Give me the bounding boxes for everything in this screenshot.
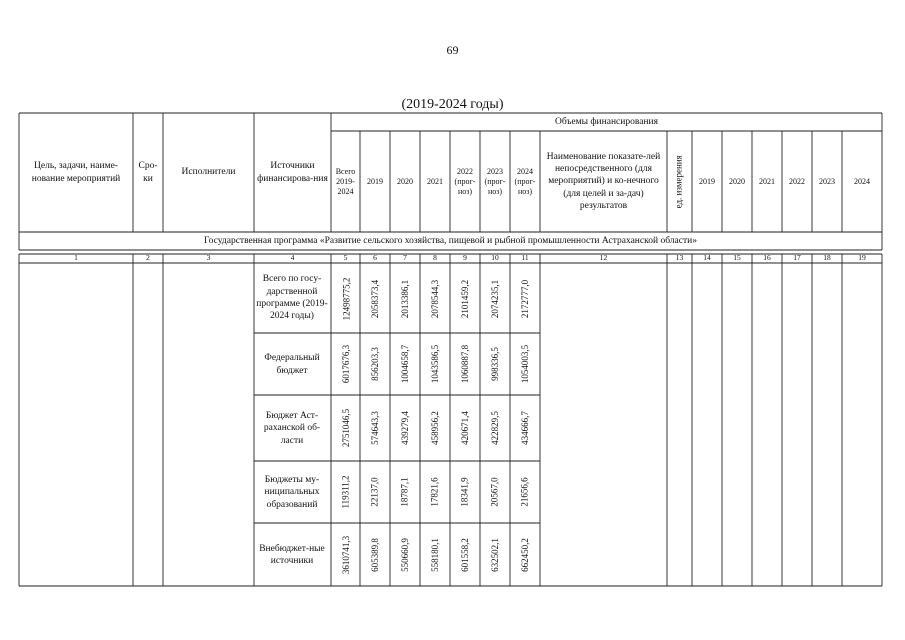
header-fin-year: 2020: [397, 176, 413, 186]
source-municipal: Бюджеты му-ниципальных образований: [264, 474, 320, 510]
value-cell: 20567,0: [490, 477, 500, 507]
value-cell: 558180,1: [430, 537, 440, 572]
column-number: 6: [373, 253, 377, 262]
page-number: 69: [446, 43, 459, 57]
value-cell: 1004658,7: [400, 344, 410, 384]
source-extra-budgetary: Внебюджет-ные источники: [259, 543, 325, 566]
value-cell: 422829,5: [490, 411, 500, 445]
header-fin-year: 2022 (прог-ноз): [454, 166, 476, 196]
value-cell: 439279,4: [400, 411, 410, 445]
header-financing-group: Объемы финансирования: [555, 116, 658, 127]
header-ind-year: 2023: [819, 176, 835, 186]
header-executors: Исполнители: [181, 167, 236, 178]
column-number: 14: [703, 253, 711, 262]
value-cell: 2751046,5: [341, 408, 351, 448]
column-number: 8: [433, 253, 437, 262]
column-number: 7: [403, 253, 407, 262]
header-fin-year: 2024 (прог-ноз): [514, 166, 536, 196]
column-number: 9: [463, 253, 467, 262]
value-cell: 1054003,5: [520, 344, 530, 384]
value-cell: 17821,6: [430, 477, 440, 507]
value-cell: 2058373,4: [370, 279, 380, 318]
header-terms: Сро-ки: [138, 161, 158, 184]
source-federal: Федеральный бюджет: [264, 353, 320, 376]
header-fin-total: Всего 2019-2024: [335, 166, 356, 196]
source-total: Всего по госу-дарственной программе (2019-2024 годы): [256, 274, 328, 322]
value-cell: 458956,2: [430, 411, 440, 445]
column-number: 2: [146, 253, 150, 262]
column-number: 19: [858, 253, 866, 262]
header-ind-year: 2021: [759, 176, 775, 186]
value-cell: 2101459,2: [460, 279, 470, 318]
column-number: 16: [763, 253, 771, 262]
column-number: 5: [343, 253, 348, 262]
value-cell: 3610741,3: [341, 535, 351, 574]
value-cell: 21656,6: [520, 477, 530, 507]
value-cell: 574643,3: [370, 411, 380, 445]
column-number: 18: [823, 253, 831, 262]
column-number: 1: [74, 253, 78, 262]
header-ind-year: 2019: [699, 176, 715, 186]
value-cell: 550660,9: [400, 537, 410, 572]
value-cell: 2074235,1: [490, 279, 500, 318]
value-cell: 2013386,1: [400, 279, 410, 318]
value-cell: 22137,0: [370, 477, 380, 507]
value-cell: 18787,1: [400, 477, 410, 507]
program-title: Государственная программа «Развитие сельского хозяйства, пищевой и рыбной промышленности Астраханской области»: [204, 235, 697, 246]
column-number: 3: [206, 253, 211, 262]
header-indicator: Наименование показате-лей непосредственного (для мероприятий) и ко-нечного (для целей и за-дач) результатов: [546, 151, 661, 212]
column-number: 4: [290, 253, 295, 262]
value-cell: 18341,9: [460, 477, 470, 507]
value-cell: 12498775,2: [341, 277, 351, 320]
value-cell: 2172777,0: [520, 279, 530, 318]
column-number: 17: [793, 253, 801, 262]
header-ind-year: 2020: [729, 176, 745, 186]
column-number: 15: [733, 253, 741, 262]
header-ind-year: 2024: [854, 176, 870, 186]
value-cell: 662450,2: [520, 537, 530, 572]
header-fin-year: 2021: [427, 176, 443, 186]
column-number: 13: [675, 253, 684, 262]
value-cell: 434666,7: [520, 411, 530, 445]
header-ind-year: 2022: [789, 176, 805, 186]
value-cell: 420671,4: [460, 411, 470, 445]
value-cell: 1060887,8: [460, 344, 470, 384]
source-regional: Бюджет Аст-раханской об-ласти: [263, 410, 321, 446]
column-number: 12: [599, 253, 608, 262]
value-cell: 6017676,3: [341, 344, 351, 384]
header-fin-year: 2023 (прог-ноз): [484, 166, 506, 196]
column-number: 11: [521, 253, 529, 262]
value-cell: 998336,5: [490, 347, 500, 381]
header-sources: Источники финансирова-ния: [257, 161, 328, 184]
value-cell: 2078544,3: [430, 279, 440, 318]
period-title: (2019-2024 годы): [401, 97, 504, 112]
value-cell: 601558,2: [460, 537, 470, 572]
value-cell: 605389,8: [370, 537, 380, 572]
header-fin-year: 2019: [367, 176, 383, 186]
value-cell: 119311,2: [341, 475, 351, 509]
value-cell: 632502,1: [490, 537, 500, 572]
column-number: 10: [491, 253, 499, 262]
header-unit: ед. измерения: [673, 154, 684, 209]
value-cell: 856203,3: [370, 347, 380, 381]
value-cell: 1043586,5: [430, 344, 440, 384]
header-goal: Цель, задачи, наиме-нование мероприятий: [31, 161, 121, 184]
